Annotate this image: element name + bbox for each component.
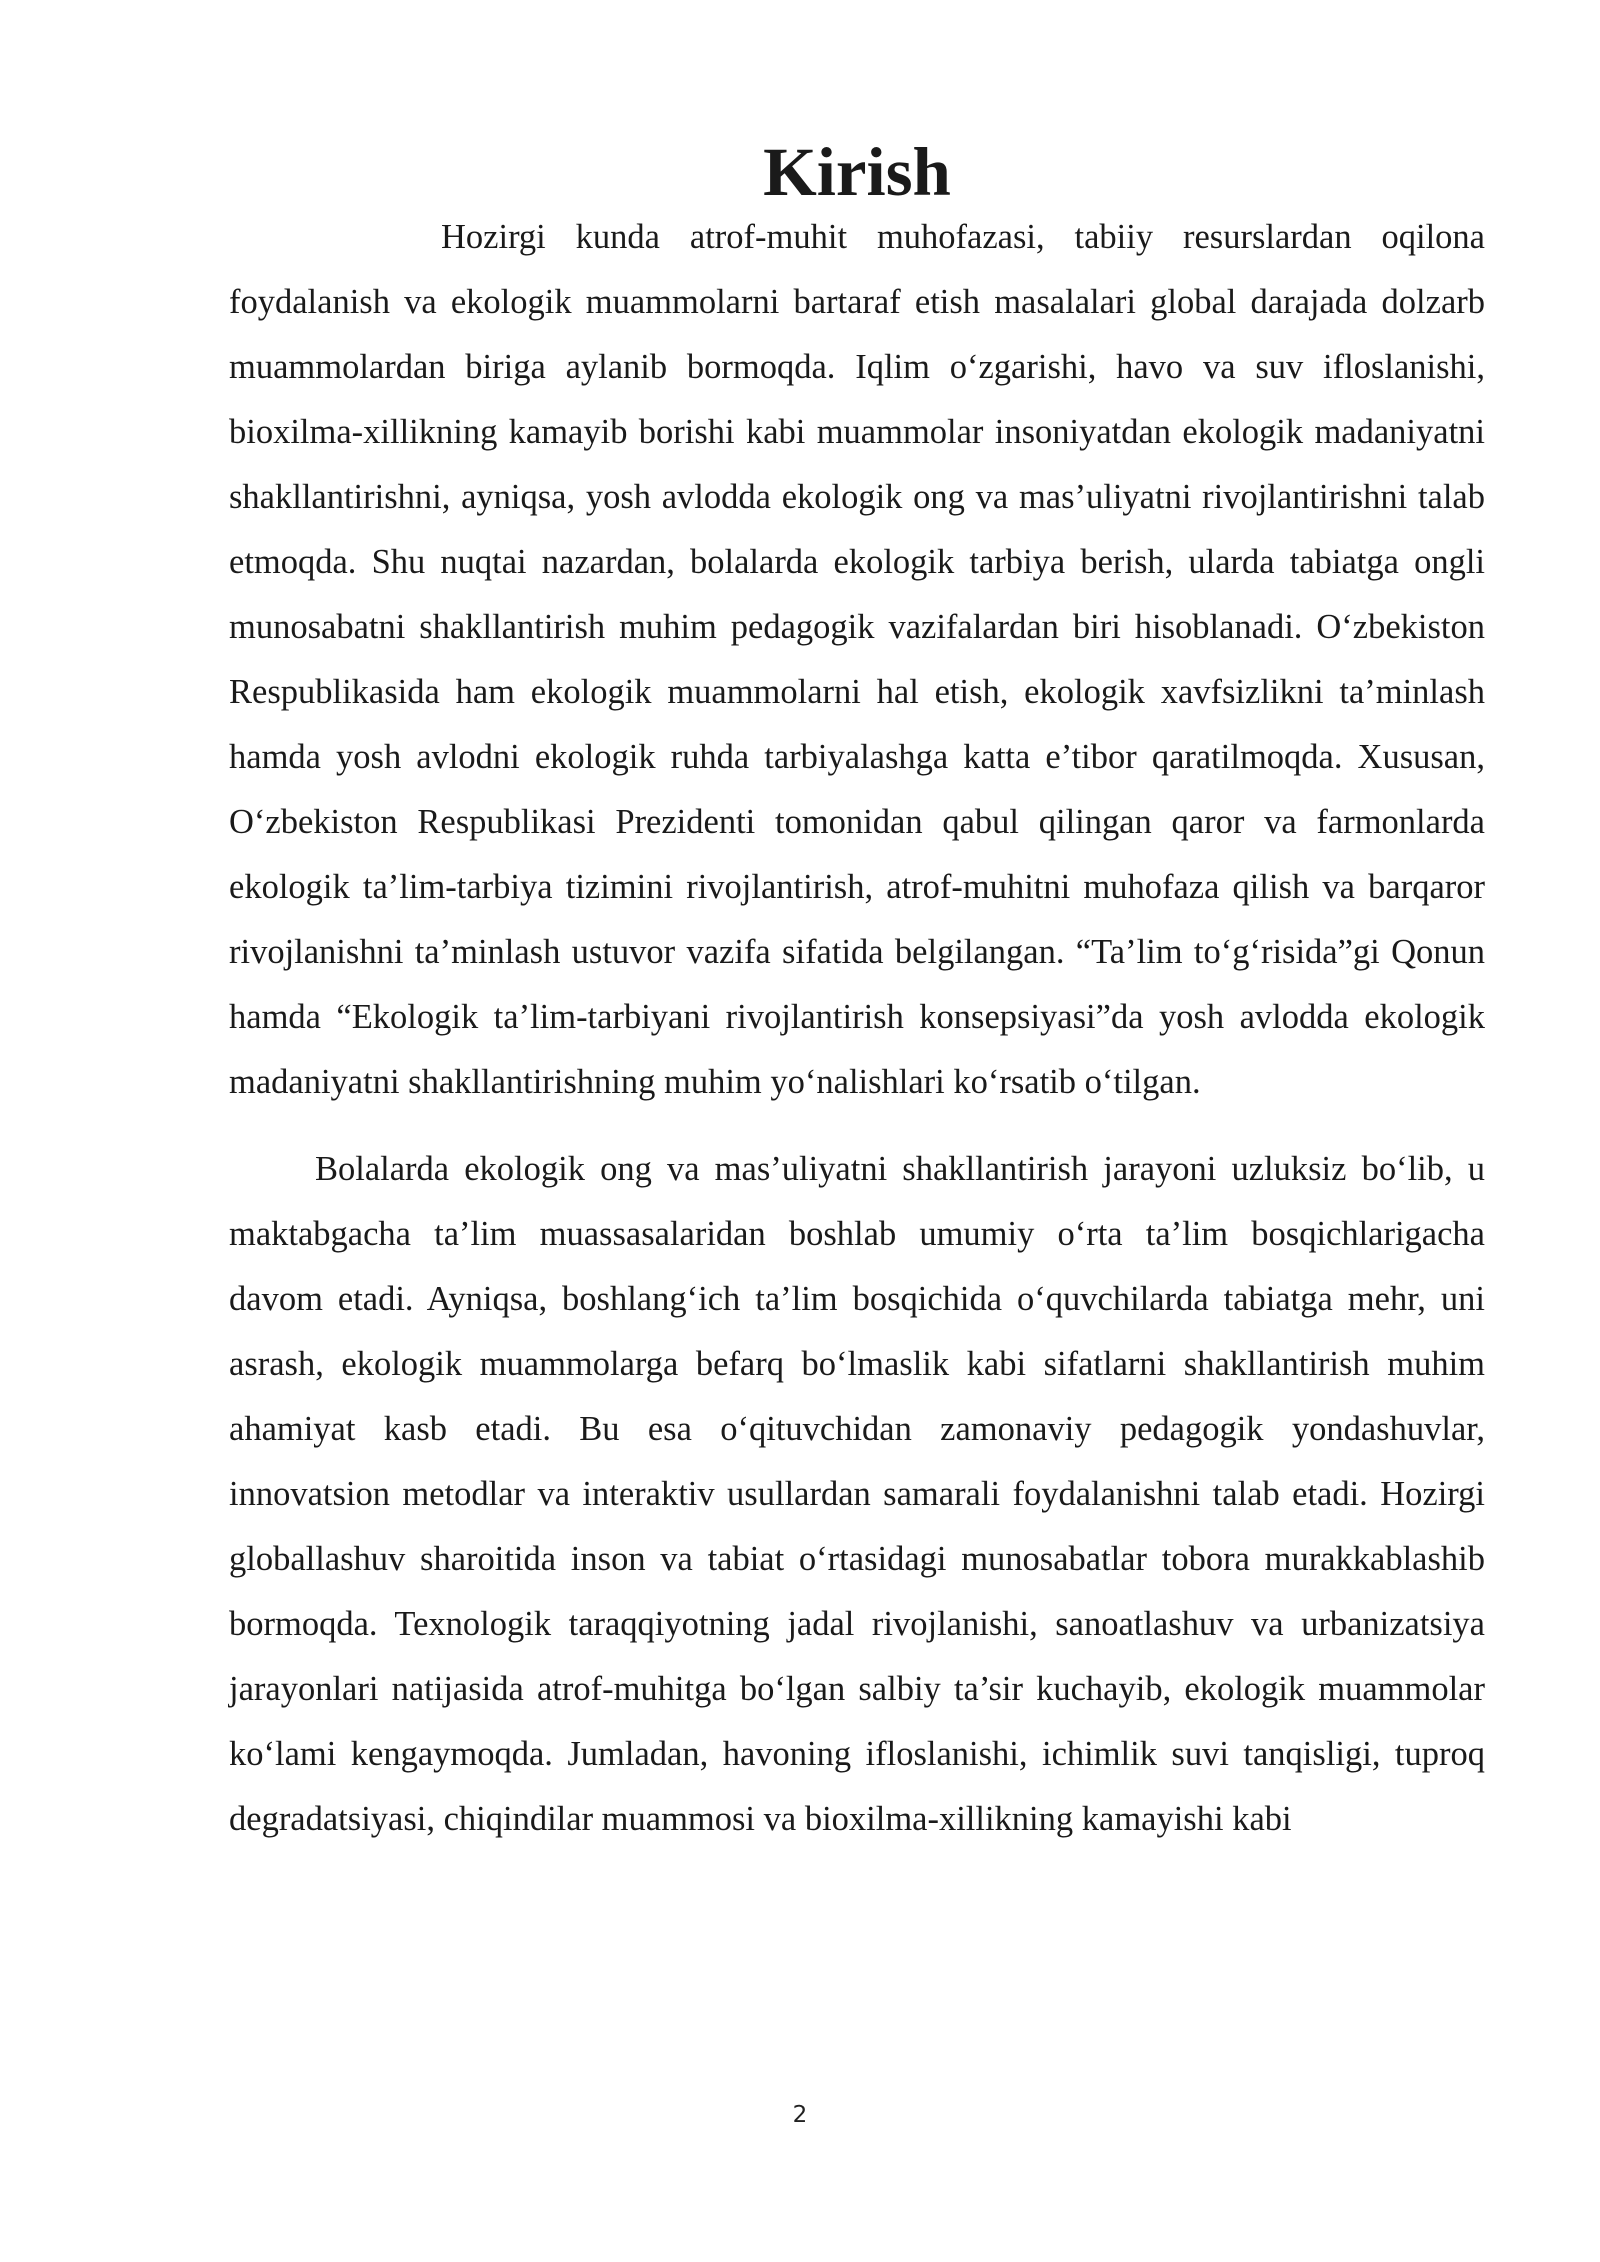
page-content	[229, 134, 1485, 1852]
page-number: 2	[792, 2102, 808, 2128]
paragraph-second: Bolalarda ekologik ong va mas’uliyatni shakllantirish jarayoni uzluksiz bo‘lib, u maktabgacha ta’lim muassasalaridan boshlab umumiy o‘rta ta’lim bosqichlarigacha davom etadi. Ayniqsa, boshlang‘ich ta’lim bosqichida o‘quvchilarda tabiatga mehr, uni asrash, ekologik muammolarga befarq bo‘lmaslik kabi sifatlarni shakllantirish muhim ahamiyat kasb etadi. Bu esa o‘qituvchidan zamonaviy pedagogik yondashuvlar, innovatsion metodlar va interaktiv usullardan samarali foydalanishni talab etadi. Hozirgi globallashuv sharoitida inson va tabiat o‘rtasidagi munosabatlar tobora murakkablashib bormoqda. Texnologik taraqqiyotning jadal rivojlanishi, sanoatlashuv va urbanizatsiya jarayonlari natijasida atrof-muhitga bo‘lgan salbiy ta’sir kuchayib, ekologik muammolar ko‘lami kengaymoqda. Jumladan, havoning ifloslanishi, ichimlik suvi tanqisligi, tuproq degradatsiyasi, chiqindilar muammosi va bioxilma-xillikning kamayishi kabi	[229, 1150, 1485, 1838]
paragraph-intro: Hozirgi kunda atrof-muhit muhofazasi, tabiiy resurslardan oqilona foydalanish va ekologik muammolarni bartaraf etish masalalari global darajada dolzarb muammolardan biriga aylanib bormoqda. Iqlim o‘zgarishi, havo va suv ifloslanishi, bioxilma-xillikning kamayib borishi kabi muammolar insoniyatdan ekologik madaniyatni shakllantirishni, ayniqsa, yosh avlodda ekologik ong va mas’uliyatni rivojlantirishni talab etmoqda. Shu nuqtai nazardan, bolalarda ekologik tarbiya berish, ularda tabiatga ongli munosabatni shakllantirish muhim pedagogik vazifalardan biri hisoblanadi. O‘zbekiston Respublikasida ham ekologik muammolarni hal etish, ekologik xavfsizlikni ta’minlash hamda yosh avlodni ekologik ruhda tarbiyalashga katta e’tibor qaratilmoqda. Xususan, O‘zbekiston Respublikasi Prezidenti tomonidan qabul qilingan qaror va farmonlarda ekologik ta’lim-tarbiya tizimini rivojlantirish, atrof-muhitni muhofaza qilish va barqaror rivojlanishni ta’minlash ustuvor vazifa sifatida belgilangan. “Ta’lim to‘g‘risida”gi Qonun hamda “Ekologik ta’lim-tarbiyani rivojlantirish konsepsiyasi”da yosh avlodda ekologik madaniyatni shakllantirishning muhim yo‘nalishlari ko‘rsatib o‘tilgan.	[229, 218, 1485, 1101]
section-title: Kirish	[763, 134, 951, 210]
